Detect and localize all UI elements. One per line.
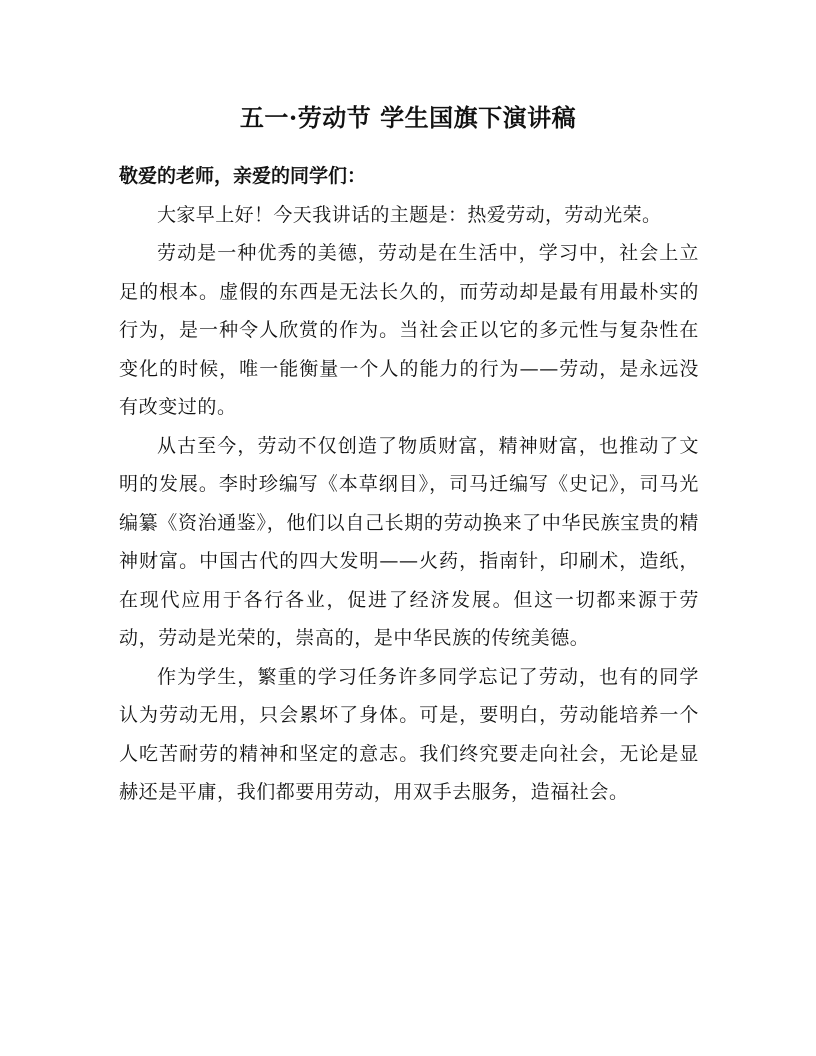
paragraph-4: 作为学生，繁重的学习任务许多同学忘记了劳动，也有的同学认为劳动无用，只会累坏了身体。可是，要明白，劳动能培养一个人吃苦耐劳的精神和坚定的意志。我们终究要走向社会，无论是显赫还是平庸，我们都要用劳动，用双手去服务，造福社会。 [119, 665, 699, 803]
paragraph-2: 劳动是一种优秀的美德，劳动是在生活中，学习中，社会上立足的根本。虚假的东西是无法长久的，而劳动却是最有用最朴实的行为，是一种令人欣赏的作为。当社会正以它的多元性与复杂性在变化的时候，唯一能衡量一个人的能力的行为——劳动，是永远没有改变过的。 [119, 242, 699, 418]
paragraph-3: 从古至今，劳动不仅创造了物质财富，精神财富，也推动了文明的发展。李时珍编写《本草纲目》，司马迁编写《史记》，司马光编纂《资治通鉴》，他们以自己长期的劳动换来了中华民族宝贵的精神财富。中国古代的四大发明——火药，指南针，印刷术，造纸，在现代应用于各行各业，促进了经济发展。但这一切都来源于劳动，劳动是光荣的，崇高的，是中华民族的传统美德。 [119, 434, 699, 649]
document-title: 五一·劳动节 学生国旗下演讲稿 [239, 103, 577, 132]
salutation: 敬爱的老师，亲爱的同学们： [119, 165, 367, 187]
paragraph-1: 大家早上好！今天我讲话的主题是：热爱劳动，劳动光荣。 [157, 203, 662, 226]
document-body [119, 157, 699, 812]
